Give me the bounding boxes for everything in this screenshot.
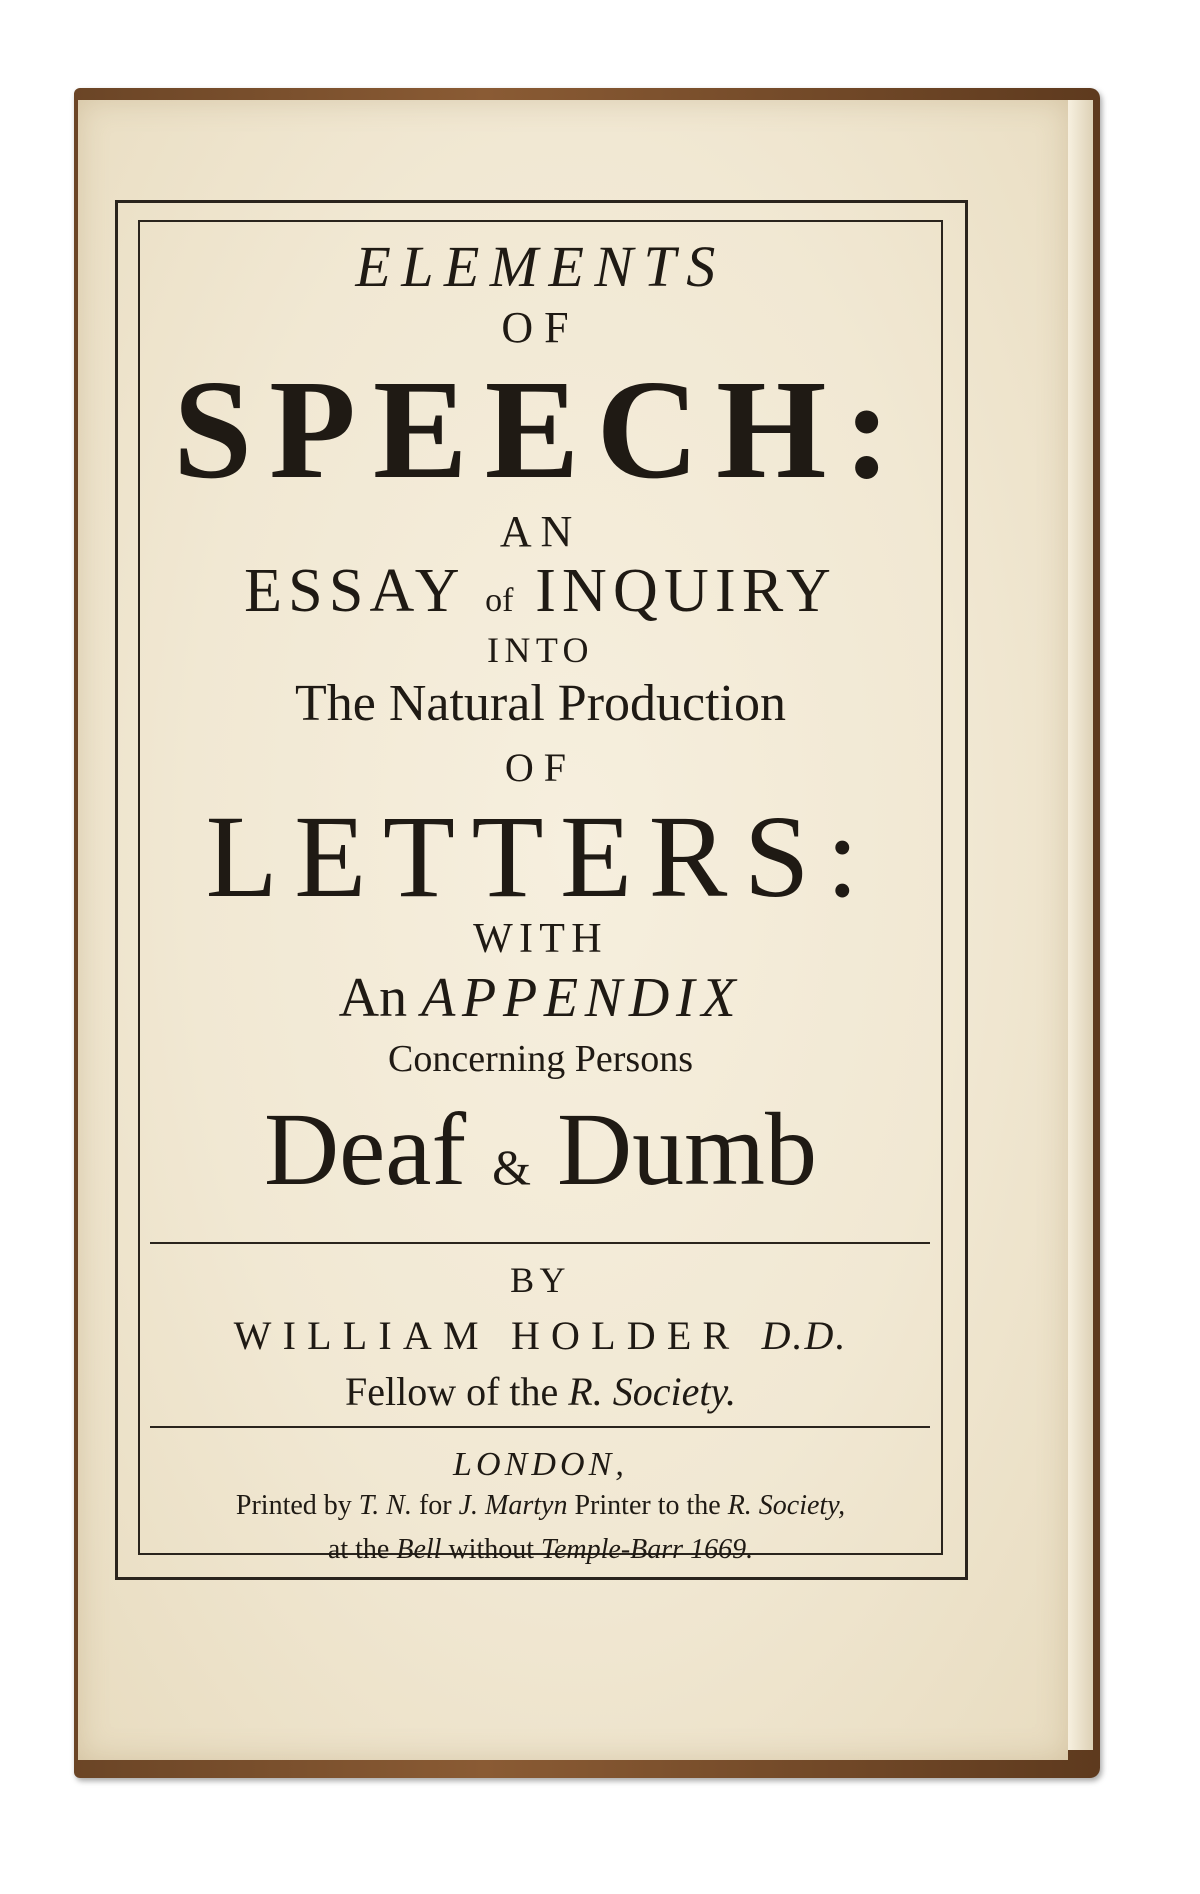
subtitle-an-appendix [138,967,943,1029]
imprint-at-the: at the [327,1534,390,1565]
author-name-text: WILLIAM HOLDER [233,1313,741,1358]
imprint-tn: T. N. [358,1490,412,1521]
word-deaf: Deaf [264,1092,467,1207]
word-essay: ESSAY [244,557,464,625]
word-inquiry: INQUIRY [535,557,837,625]
subtitle-concerning-persons: Concerning Persons [387,1038,694,1080]
fellow-text: Fellow of the [344,1369,559,1414]
divider-rule [150,1242,930,1244]
author-name [138,1313,943,1358]
imprint-printer-to: Printer to the [574,1490,721,1521]
author-degree: D.D. [761,1313,848,1358]
imprint-address [138,1536,943,1564]
imprint-bell: Bell [396,1534,442,1565]
royal-society: R. Society. [568,1369,737,1414]
word-appendix: APPENDIX [421,967,743,1029]
imprint-rsociety: R. Society, [727,1490,846,1521]
subtitle-of: OF [504,745,577,790]
divider-rule [150,1426,930,1428]
imprint-london: LONDON, [453,1446,628,1483]
imprint-without: without [448,1534,534,1565]
imprint-temple-barr: Temple-Barr [541,1534,684,1565]
subtitle-an: AN [499,507,582,556]
imprint-martyn: J. Martyn [458,1490,568,1521]
subtitle-natural-production: The Natural Production [295,675,786,732]
subtitle-letters: LETTERS: [205,791,876,922]
subtitle-into: INTO [487,630,594,670]
word-an: An [338,967,408,1029]
author-by: BY [510,1260,571,1300]
imprint-printed-by: Printed by [235,1490,352,1521]
imprint-year: 1669. [690,1534,754,1565]
title-elements: ELEMENTS [355,234,726,299]
title-speech: SPEECH: [173,350,908,508]
subtitle-with: WITH [473,916,608,962]
title-of: OF [501,303,580,352]
word-dumb: Dumb [556,1092,817,1207]
imprint-printer [138,1492,943,1520]
ampersand: & [492,1139,531,1195]
imprint-for: for [418,1490,452,1521]
word-of: of [485,582,514,619]
subtitle-deaf-dumb [138,1092,943,1207]
author-fellow [138,1369,943,1414]
subtitle-essay-of-inquiry [138,557,943,625]
